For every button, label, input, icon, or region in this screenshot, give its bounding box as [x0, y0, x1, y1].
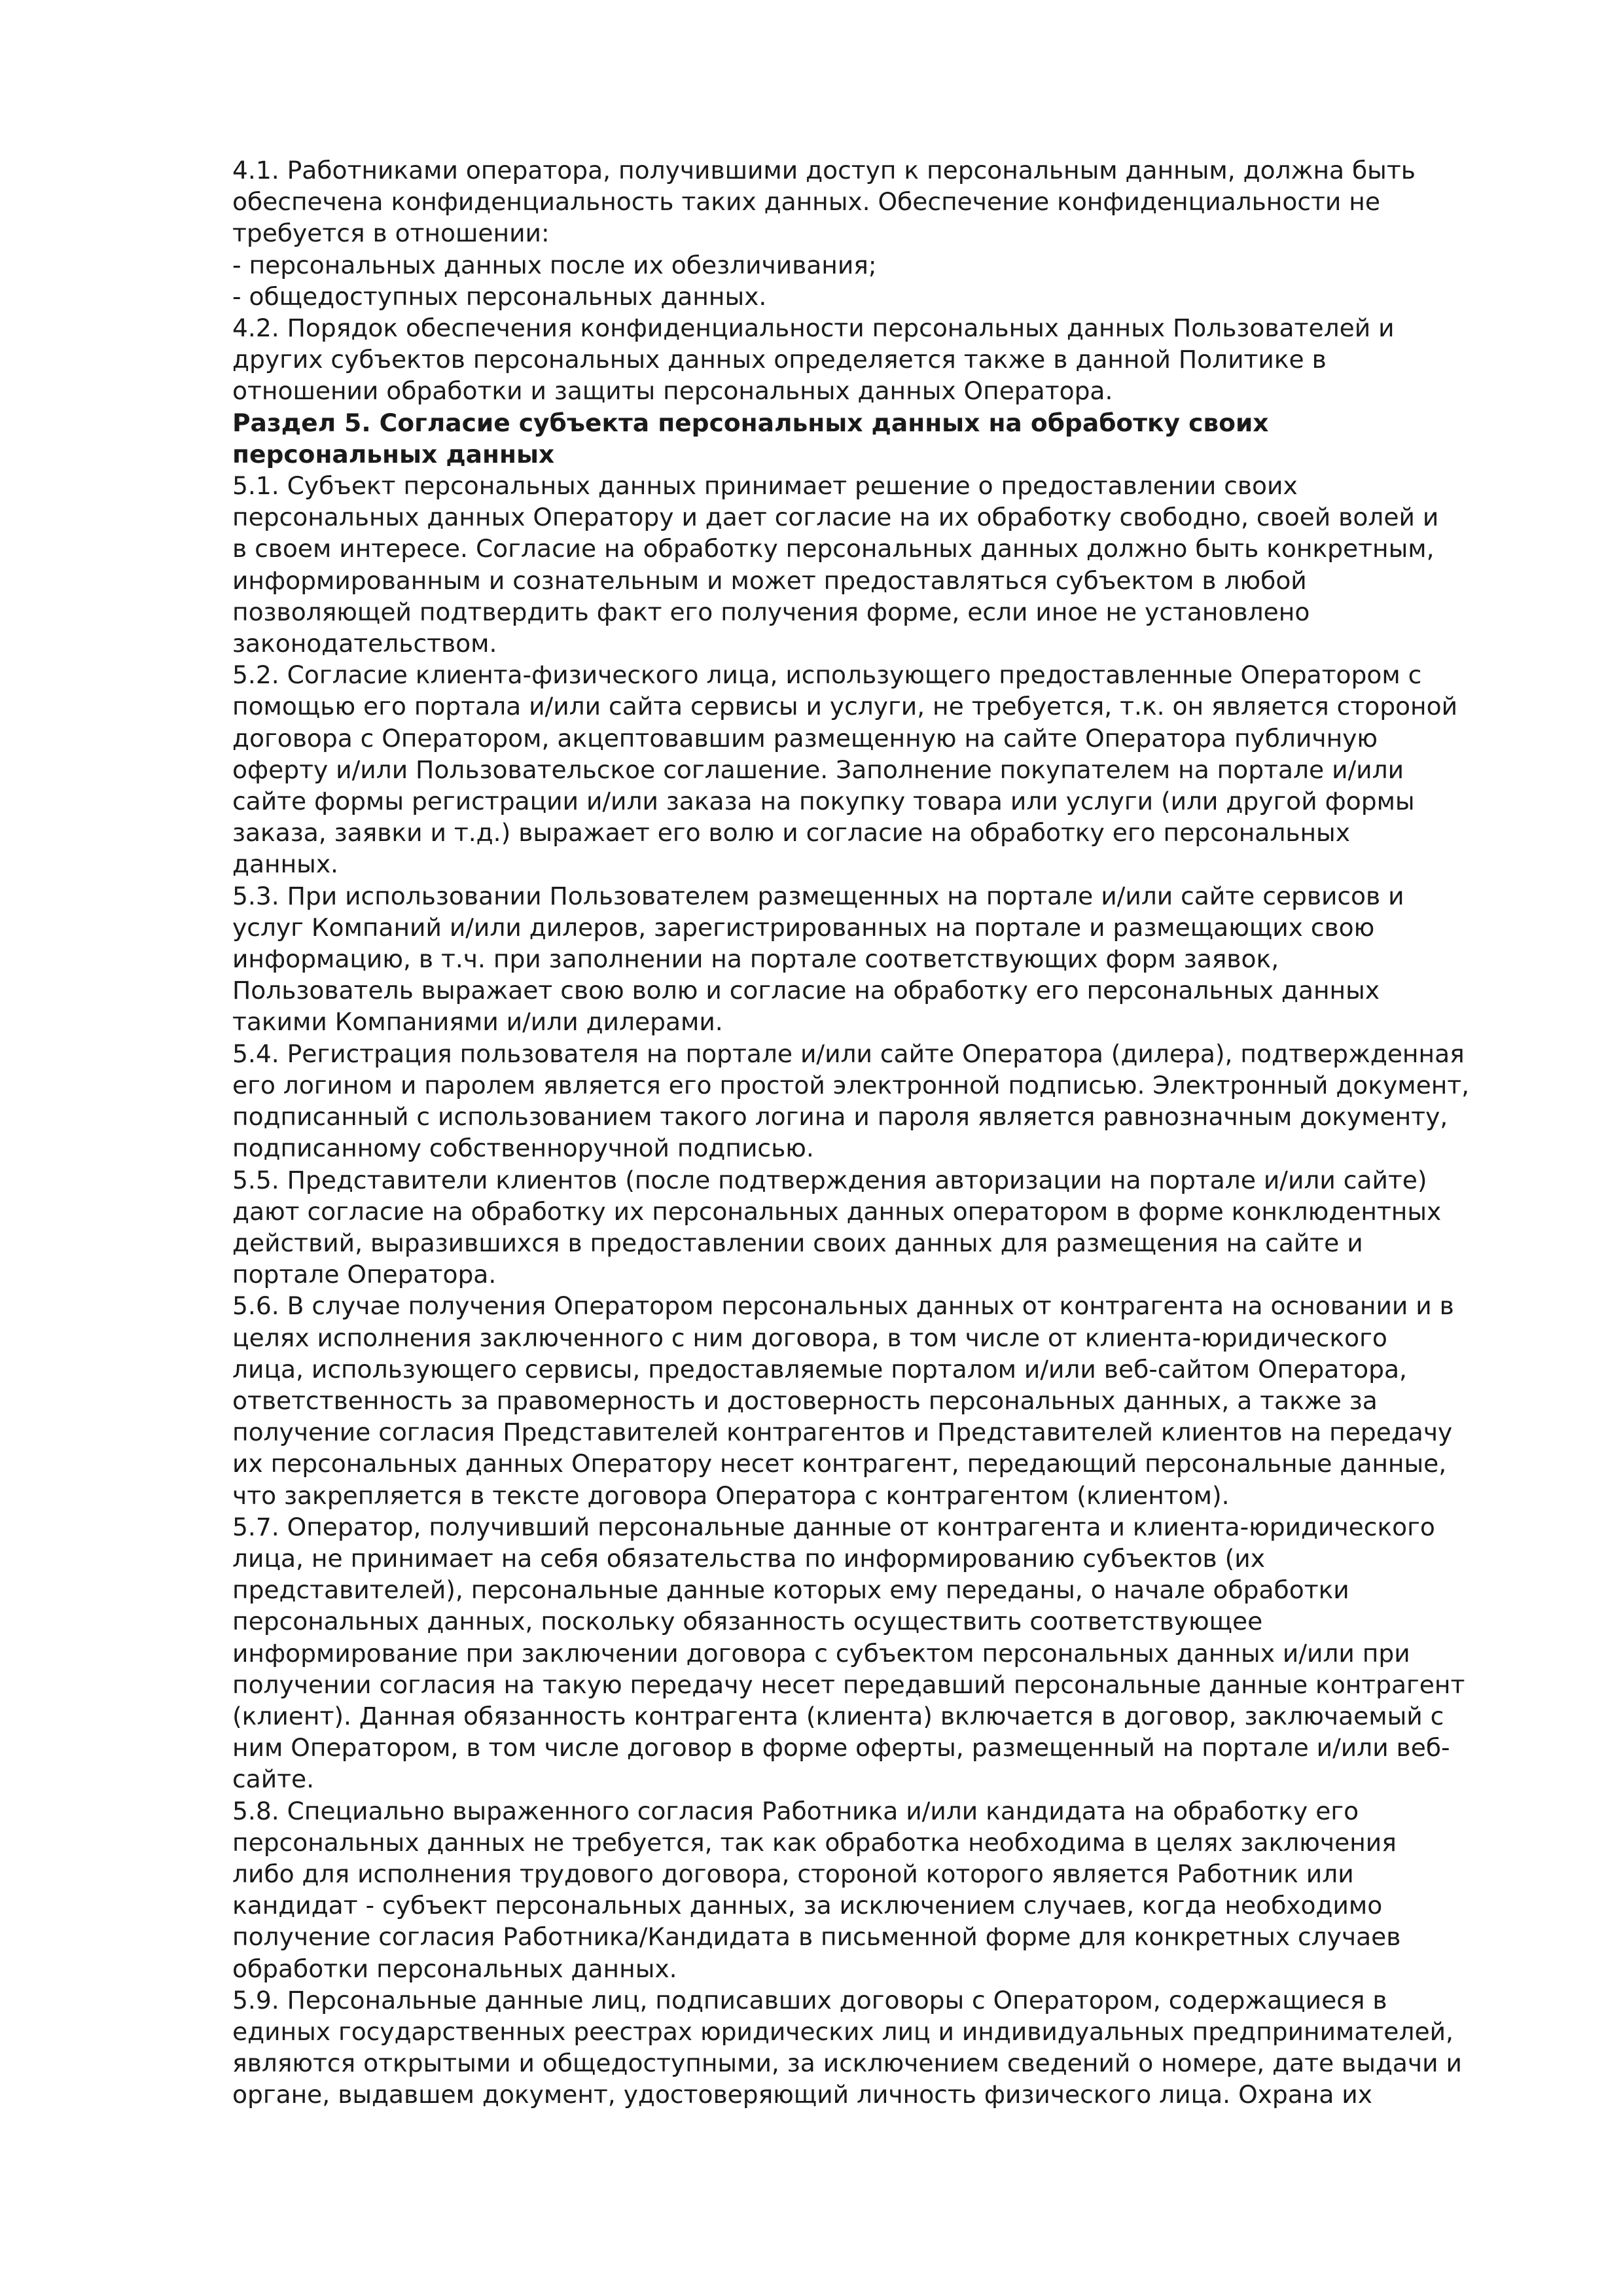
paragraph-5-6: 5.6. В случае получения Оператором персональных данных от контрагента на основании и в целях исполнения заключенного с ним договора, в том числе от клиента-юридического лица, использующего сервисы, предоставляемые порталом и/или веб-сайтом Оператора, ответственность за правомерность и достоверность персональных данных, а также за получение согласия Представителей контрагентов и Представителей клиентов на передачу их персональных данных Оператору несет контрагент, передающий персональные данные, что закрепляется в тексте договора Оператора с контрагентом (клиентом).	[232, 1291, 1454, 1510]
paragraph-5-3: 5.3. При использовании Пользователем размещенных на портале и/или сайте сервисов и услуг Компаний и/или дилеров, зарегистрированных на портале и размещающих свою информацию, в т.ч. при заполнении на портале соответствующих форм заявок, Пользователь выражает свою волю и согласие на обработку его персональных данных такими Компаниями и/или дилерами.	[232, 881, 1404, 1037]
paragraph-5-4: 5.4. Регистрация пользователя на портале и/или сайте Оператора (дилера), подтвержденная его логином и паролем является его простой электронной подписью. Электронный документ, подписанный с использованием такого логина и пароля является равнозначным документу, подписанному собственноручной подписью.	[232, 1039, 1470, 1163]
paragraph-5-5: 5.5. Представители клиентов (после подтверждения авторизации на портале и/или сайте) дают согласие на обработку их персональных данных оператором в форме конклюдентных действий, выразившихся в предоставлении своих данных для размещения на сайте и портале Оператора.	[232, 1165, 1442, 1289]
paragraph-5-2: 5.2. Согласие клиента-физического лица, использующего предоставленные Оператором с помощью его портала и/или сайта сервисы и услуги, не требуется, т.к. он является стороной договора с Оператором, акцептовавшим размещенную на сайте Оператора публичную оферту и/или Пользовательское соглашение. Заполнение покупателем на портале и/или сайте формы регистрации и/или заказа на покупку товара или услуги (или другой формы заказа, заявки и т.д.) выражает его волю и согласие на обработку его персональных данных.	[232, 660, 1458, 879]
section-5-heading: Раздел 5. Согласие субъекта персональных данных на обработку своих персональных данных	[232, 408, 1269, 469]
paragraph-5-8: 5.8. Специально выраженного согласия Работника и/или кандидата на обработку его персональных данных не требуется, так как обработка необходима в целях заключения либо для исполнения трудового договора, стороной которого является Работник или кандидат - субъект персональных данных, за исключением случаев, когда необходимо получение согласия Работника/Кандидата в письменной форме для конкретных случаев обработки персональных данных.	[232, 1796, 1401, 1983]
paragraph-4-2: 4.2. Порядок обеспечения конфиденциальности персональных данных Пользователей и других субъектов персональных данных определяется также в данной Политике в отношении обработки и защиты персональных данных Оператора.	[232, 314, 1395, 406]
paragraph-5-7: 5.7. Оператор, получивший персональные данные от контрагента и клиента-юридического лица, не принимает на себя обязательства по информированию субъектов (их представителей), персональные данные которых ему переданы, о начале обработки персональных данных, поскольку обязанность осуществить соответствующее информирование при заключении договора с субъектом персональных данных и/или при получении согласия на такую передачу несет передавший персональные данные контрагент (клиент). Данная обязанность контрагента (клиента) включается в договор, заключаемый с ним Оператором, в том числе договор в форме оферты, размещенный на портале и/или веб- сайте.	[232, 1512, 1465, 1794]
list-item: - персональных данных после их обезличивания;	[232, 250, 877, 279]
paragraph-5-9: 5.9. Персональные данные лиц, подписавших договоры с Оператором, содержащиеся в единых государственных реестрах юридических лиц и индивидуальных предпринимателей, являются открытыми и общедоступными, за исключением сведений о номере, дате выдачи и органе, выдавшем документ, удостоверяющий личность физического лица. Охрана их	[232, 1985, 1462, 2109]
paragraph-4-1: 4.1. Работниками оператора, получившими доступ к персональным данным, должна быть обеспечена конфиденциальность таких данных. Обеспечение конфиденциальности не требуется в отношении:	[232, 156, 1416, 248]
list-item: - общедоступных персональных данных.	[232, 281, 767, 311]
paragraph-5-1: 5.1. Субъект персональных данных принимает решение о предоставлении своих персональных данных Оператору и дает согласие на их обработку свободно, своей волей и в своем интересе. Согласие на обработку персональных данных должно быть конкретным, информированным и сознательным и может предоставляться субъектом в любой позволяющей подтвердить факт его получения форме, если иное не установлено законодательством.	[232, 471, 1439, 658]
document-page	[232, 154, 1508, 2111]
